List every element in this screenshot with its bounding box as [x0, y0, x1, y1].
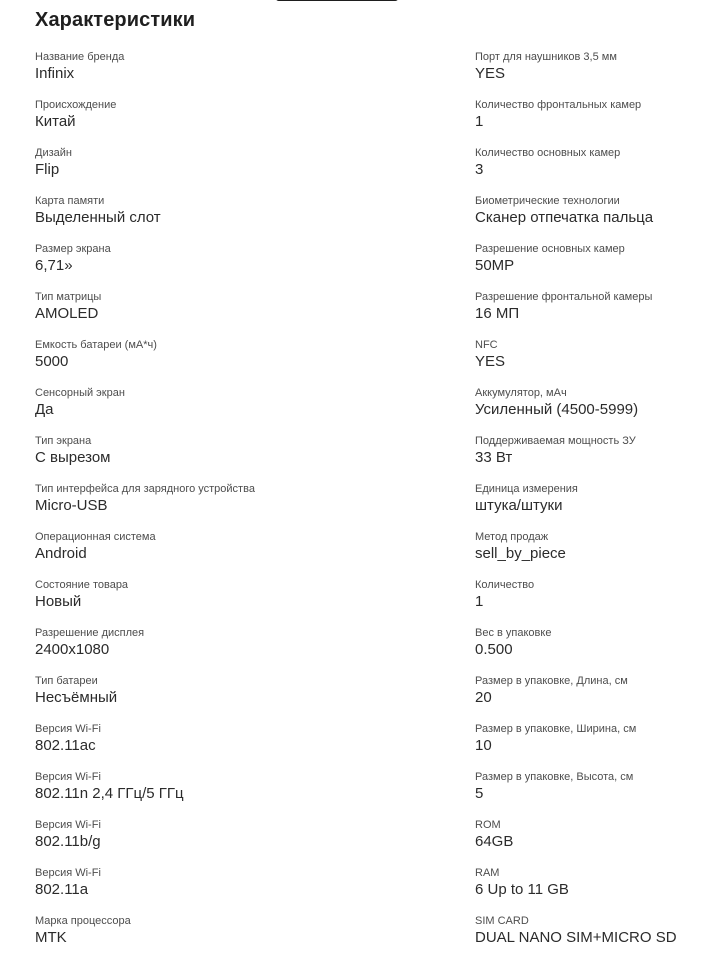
- spec-label: Вес в упаковке: [475, 627, 552, 639]
- spec-item: [475, 338, 715, 386]
- spec-item: [35, 674, 455, 722]
- spec-value: 802.11b/g: [35, 833, 101, 850]
- spec-label: Марка процессора: [35, 915, 131, 927]
- spec-item: [35, 194, 455, 242]
- spec-label: Единица измерения: [475, 483, 578, 495]
- spec-label: Операционная система: [35, 531, 156, 543]
- spec-value: Несъёмный: [35, 689, 118, 706]
- spec-label: ROM: [475, 819, 501, 831]
- spec-value: Новый: [35, 593, 82, 610]
- spec-value: Micro-USB: [35, 497, 108, 514]
- spec-item: [475, 482, 715, 530]
- spec-value: MTK: [35, 929, 67, 946]
- spec-label: Версия Wi-Fi: [35, 723, 101, 735]
- spec-label: Порт для наушников 3,5 мм: [475, 51, 617, 63]
- specs-column-left: [35, 50, 455, 962]
- section-title: Характеристики: [35, 9, 196, 31]
- spec-label: Версия Wi-Fi: [35, 867, 101, 879]
- spec-value: 33 Вт: [475, 449, 513, 466]
- spec-label: Сенсорный экран: [35, 387, 125, 399]
- spec-item: [475, 578, 715, 626]
- spec-label: Состояние товара: [35, 579, 129, 591]
- spec-value: 20: [475, 689, 492, 706]
- spec-value: Android: [35, 545, 87, 562]
- spec-item: [475, 530, 715, 578]
- spec-label: Количество основных камер: [475, 147, 621, 159]
- spec-label: Версия Wi-Fi: [35, 819, 101, 831]
- spec-value: С вырезом: [35, 449, 111, 466]
- spec-label: Дизайн: [35, 147, 72, 159]
- spec-item: [475, 866, 715, 914]
- spec-item: [35, 770, 455, 818]
- spec-item: [475, 914, 715, 962]
- spec-value: 802.11n 2,4 ГГц/5 ГГц: [35, 785, 184, 802]
- spec-value: sell_by_piece: [475, 545, 566, 562]
- spec-value: 6,71»: [35, 257, 73, 274]
- spec-label: Версия Wi-Fi: [35, 771, 101, 783]
- spec-item: [35, 626, 455, 674]
- spec-value: Усиленный (4500-5999): [475, 401, 639, 418]
- spec-label: Размер в упаковке, Ширина, см: [475, 723, 637, 735]
- spec-item: [35, 434, 455, 482]
- spec-label: Название бренда: [35, 51, 125, 63]
- spec-label: Карта памяти: [35, 195, 105, 207]
- spec-item: [35, 386, 455, 434]
- spec-value: 10: [475, 737, 492, 754]
- spec-item: [475, 194, 715, 242]
- spec-item: [35, 98, 455, 146]
- spec-value: 50MP: [475, 257, 515, 274]
- spec-label: Размер экрана: [35, 243, 111, 255]
- spec-item: [35, 818, 455, 866]
- spec-label: Биометрические технологии: [475, 195, 620, 207]
- spec-label: Количество фронтальных камер: [475, 99, 642, 111]
- spec-label: Разрешение фронтальной камеры: [475, 291, 653, 303]
- spec-label: Разрешение основных камер: [475, 243, 625, 255]
- spec-label: Тип матрицы: [35, 291, 102, 303]
- spec-item: [35, 722, 455, 770]
- spec-value: 1: [475, 113, 484, 130]
- spec-value: YES: [475, 65, 506, 82]
- spec-label: Размер в упаковке, Длина, см: [475, 675, 628, 687]
- spec-label: Тип батареи: [35, 675, 98, 687]
- spec-label: Количество: [475, 579, 535, 591]
- spec-label: Аккумулятор, мАч: [475, 387, 567, 399]
- spec-item: [475, 434, 715, 482]
- spec-value: 1: [475, 593, 484, 610]
- spec-label: Тип экрана: [35, 435, 92, 447]
- spec-item: [35, 530, 455, 578]
- spec-item: [475, 50, 715, 98]
- spec-label: NFC: [475, 339, 498, 351]
- spec-value: Flip: [35, 161, 60, 178]
- spec-value: Infinix: [35, 65, 75, 82]
- spec-item: [475, 674, 715, 722]
- spec-label: Происхождение: [35, 99, 117, 111]
- spec-label: SIM CARD: [475, 915, 529, 927]
- spec-value: 5: [475, 785, 484, 802]
- spec-label: Разрешение дисплея: [35, 627, 145, 639]
- spec-label: Поддерживаемая мощность ЗУ: [475, 435, 636, 447]
- spec-item: [475, 626, 715, 674]
- spec-value: 0.500: [475, 641, 513, 658]
- spec-label: Размер в упаковке, Высота, см: [475, 771, 634, 783]
- spec-value: Выделенный слот: [35, 209, 161, 226]
- spec-item: [35, 290, 455, 338]
- spec-item: [475, 242, 715, 290]
- spec-label: RAM: [475, 867, 500, 879]
- spec-value: AMOLED: [35, 305, 99, 322]
- spec-item: [35, 482, 455, 530]
- spec-item: [35, 242, 455, 290]
- spec-value: 802.11ac: [35, 737, 96, 754]
- spec-value: 6 Up to 11 GB: [475, 881, 569, 898]
- spec-value: 5000: [35, 353, 69, 370]
- spec-value: DUAL NANO SIM+MICRO SD: [475, 929, 677, 946]
- spec-value: штука/штуки: [475, 497, 563, 514]
- spec-item: [475, 722, 715, 770]
- spec-value: 2400x1080: [35, 641, 110, 658]
- spec-item: [35, 914, 455, 962]
- spec-label: Емкость батареи (мА*ч): [35, 339, 157, 351]
- spec-item: [475, 770, 715, 818]
- spec-value: Сканер отпечатка пальца: [475, 209, 654, 226]
- spec-item: [35, 50, 455, 98]
- spec-item: [475, 290, 715, 338]
- spec-item: [35, 866, 455, 914]
- spec-value: YES: [475, 353, 506, 370]
- spec-item: [475, 146, 715, 194]
- spec-value: 802.11a: [35, 881, 89, 898]
- drag-handle: [276, 0, 398, 1]
- spec-item: [35, 578, 455, 626]
- spec-item: [475, 98, 715, 146]
- spec-label: Тип интерфейса для зарядного устройства: [35, 483, 255, 495]
- spec-value: 16 МП: [475, 305, 520, 322]
- spec-value: 3: [475, 161, 484, 178]
- spec-value: Китай: [35, 113, 76, 130]
- spec-item: [35, 338, 455, 386]
- spec-value: Да: [35, 401, 54, 418]
- spec-item: [475, 818, 715, 866]
- spec-label: Метод продаж: [475, 531, 549, 543]
- spec-value: 64GB: [475, 833, 514, 850]
- spec-item: [35, 146, 455, 194]
- specs-column-right: [475, 50, 715, 962]
- spec-item: [475, 386, 715, 434]
